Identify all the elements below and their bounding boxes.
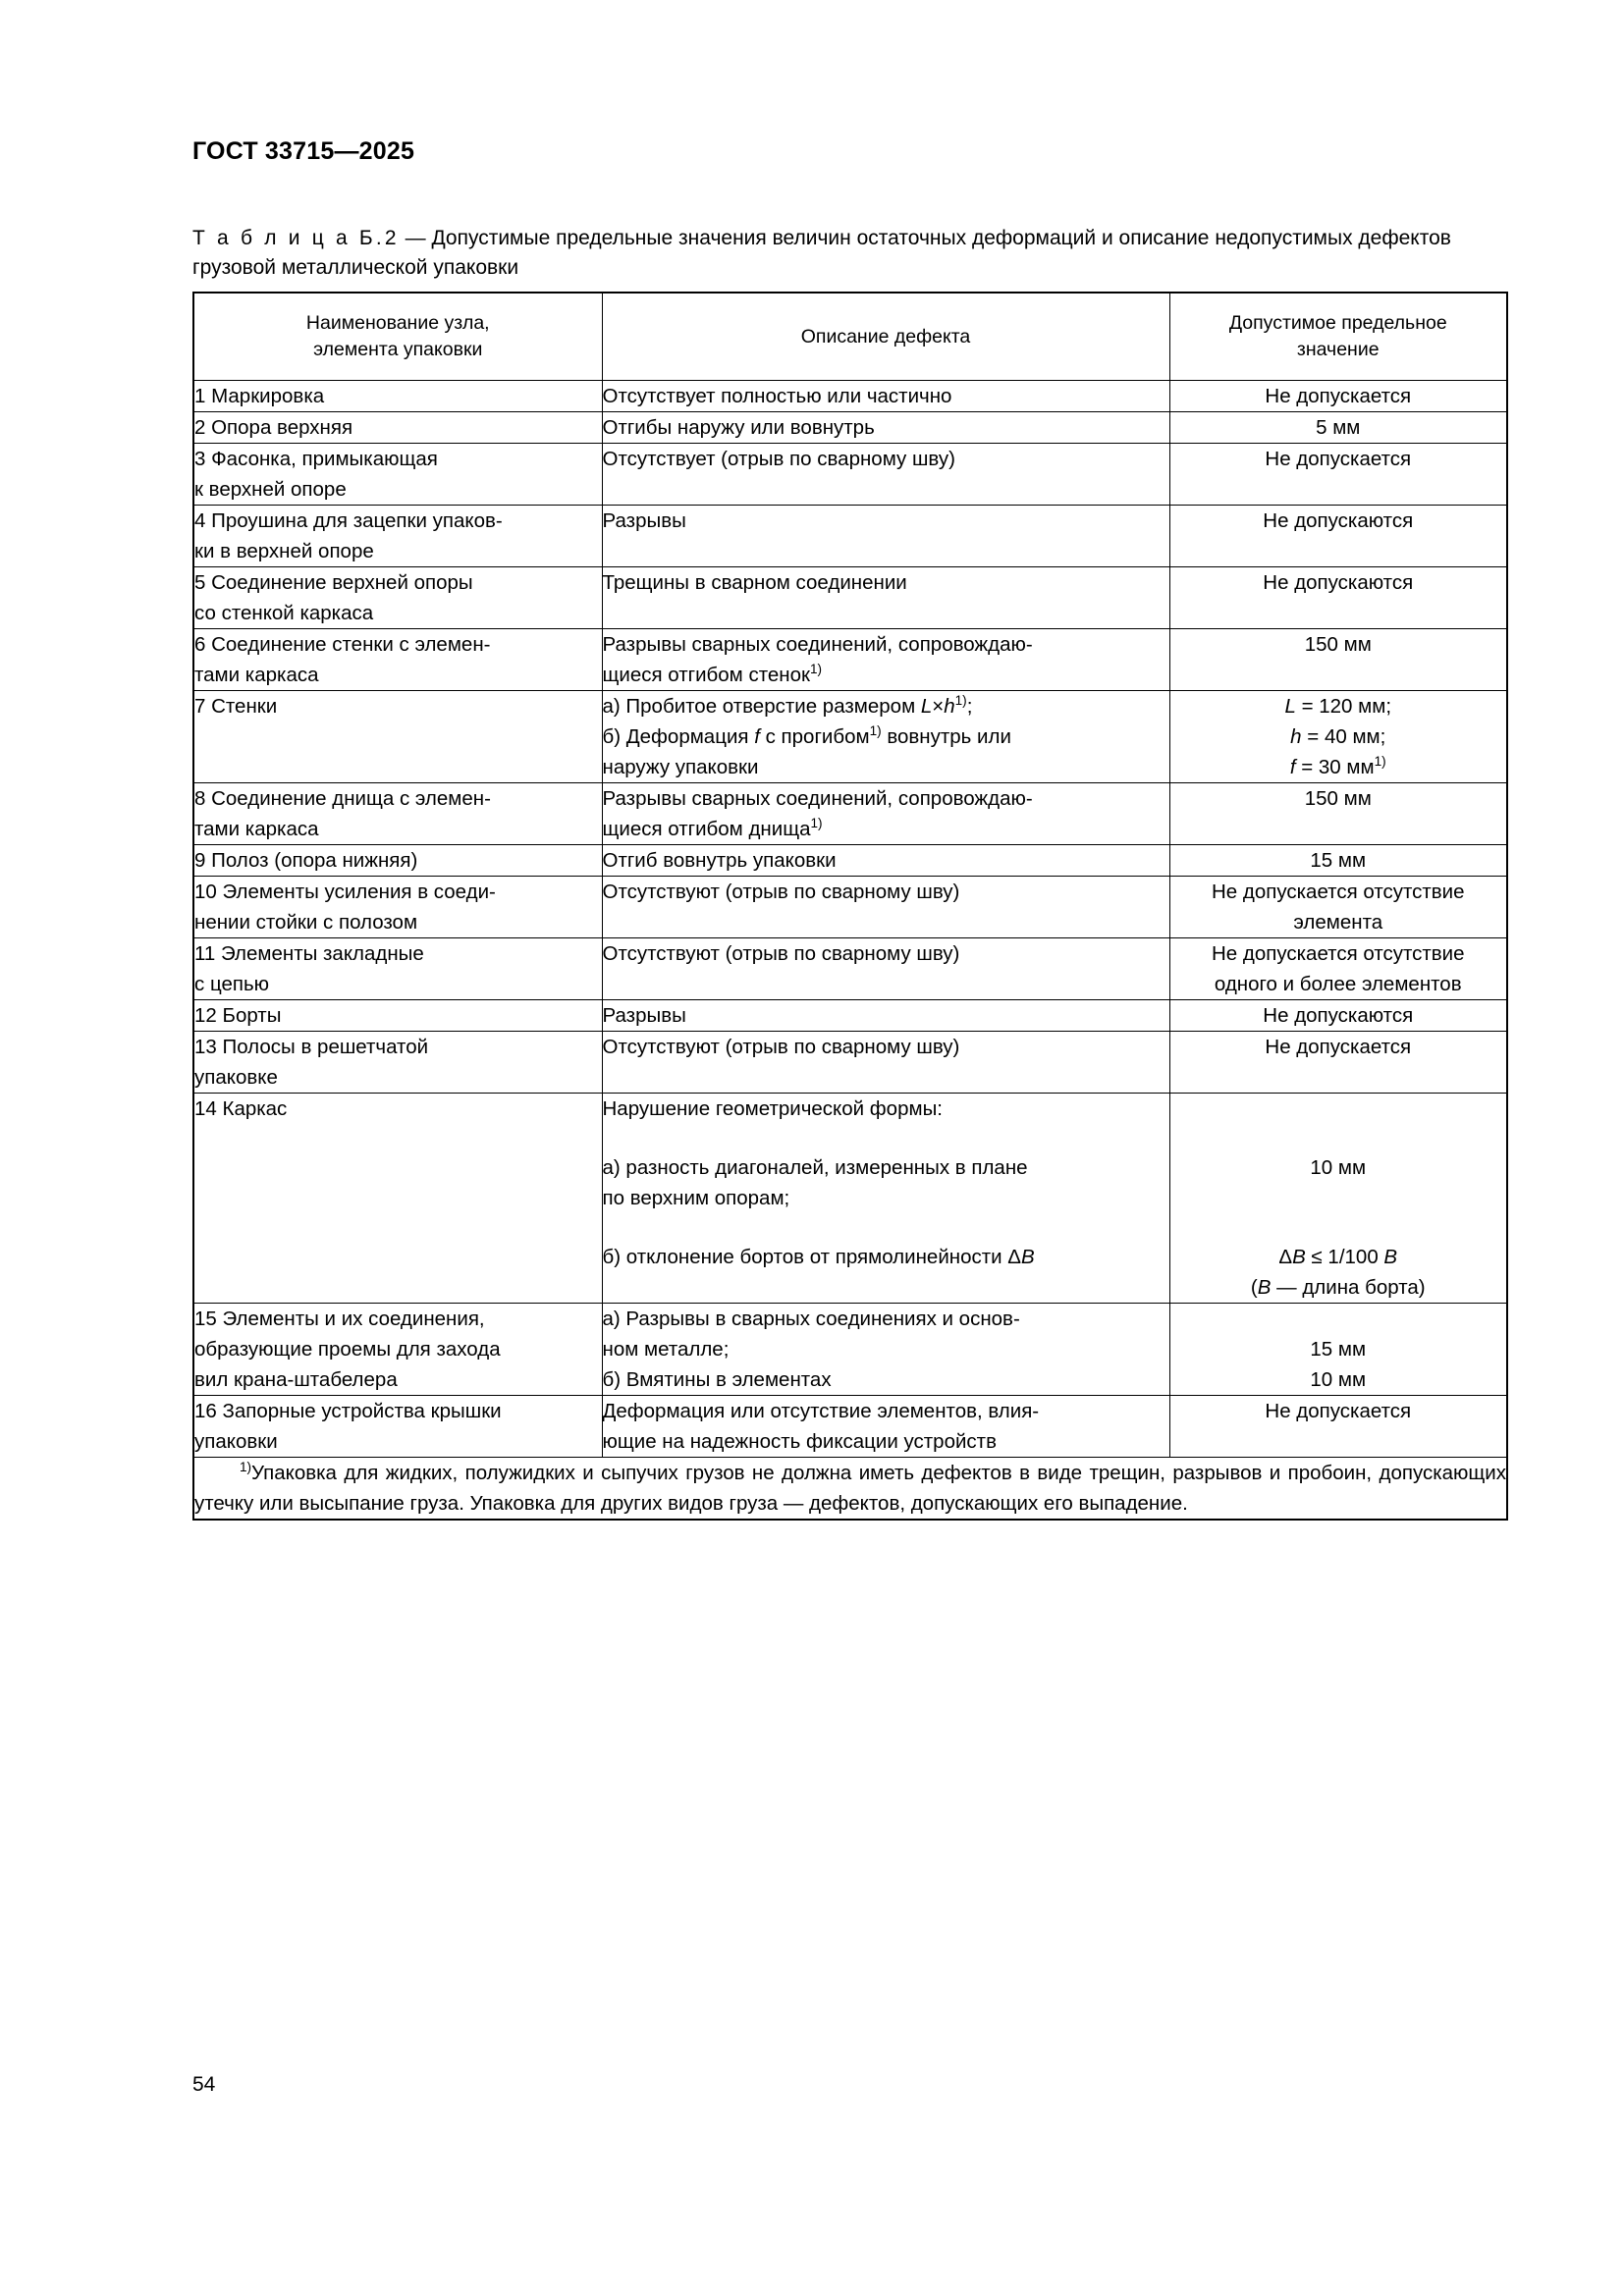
cell-node-name [193, 877, 602, 938]
column-header-node-name-line1: Наименование узла, [305, 312, 490, 334]
cell-text-line: Отсутствуют (отрыв по сварному шву) [602, 942, 960, 965]
cell-node-name [193, 567, 602, 629]
column-header-defect-description-line1: Описание дефекта [800, 325, 971, 347]
column-header-defect-description [602, 293, 1169, 381]
cell-text-fragment: × [932, 695, 945, 718]
cell-allowable-limit [1169, 783, 1507, 845]
cell-allowable-limit [1169, 506, 1507, 567]
running-head: ГОСТ 33715—2025 [192, 137, 415, 165]
cell-text-line: 14 Каркас [194, 1097, 288, 1120]
cell-text-line: Не допускается [1265, 385, 1412, 407]
cell-text-line: 8 Соединение днища с элемен- [194, 787, 491, 810]
cell-text-fragment: = 40 мм; [1301, 725, 1386, 748]
cell-text-line: 2 Опора верхняя [194, 416, 353, 439]
cell-text-line: Отсутствует полностью или частично [602, 385, 952, 407]
table-footnote-row [193, 1458, 1507, 1521]
cell-text-line: к верхней опоре [194, 478, 347, 501]
column-header-allowable-limit-line1: Допустимое предельное [1228, 312, 1447, 334]
cell-text-line: Не допускаются [1263, 1004, 1414, 1027]
cell-allowable-limit [1169, 877, 1507, 938]
variable-B: B [1020, 1246, 1035, 1268]
variable-B: B [1383, 1246, 1398, 1268]
cell-defect-description [602, 938, 1169, 1000]
cell-text-line: с цепью [194, 973, 270, 995]
cell-text-fragment: вовнутрь или [881, 725, 1011, 748]
footnote-indent [194, 1462, 240, 1484]
table-row [193, 567, 1507, 629]
cell-defect-description [602, 629, 1169, 691]
cell-defect-description [602, 1094, 1169, 1304]
cell-text-line [603, 660, 1169, 690]
cell-defect-description [602, 381, 1169, 412]
cell-text-line: 15 мм [1310, 849, 1367, 872]
variable-f: f [754, 725, 760, 748]
footnote-ref: 1) [810, 816, 823, 831]
cell-text-line: ющие на надежность фиксации устройств [602, 1430, 997, 1453]
cell-node-name [193, 1000, 602, 1032]
column-header-allowable-limit-line2: значение [1296, 339, 1380, 360]
table-row [193, 1032, 1507, 1094]
variable-h: h [1290, 725, 1302, 748]
cell-defect-description [602, 845, 1169, 877]
cell-text-line: Деформация или отсутствие элементов, влия- [602, 1400, 1040, 1422]
cell-text-line: 7 Стенки [194, 695, 278, 718]
cell-text-line: тами каркаса [194, 664, 319, 686]
table-caption-dash: — [399, 227, 432, 249]
cell-text-line: 4 Проушина для зацепки упаков- [194, 509, 503, 532]
cell-text-line: 10 мм [1310, 1156, 1367, 1179]
cell-text-line: Разрывы сварных соединений, сопровождаю- [602, 787, 1033, 810]
table-row [193, 444, 1507, 506]
cell-defect-description [602, 444, 1169, 506]
table-row [193, 629, 1507, 691]
cell-text-fragment: = 30 мм [1295, 756, 1375, 778]
cell-text-line: ки в верхней опоре [194, 540, 374, 562]
cell-text-fragment: щиеся отгибом днища [602, 818, 811, 840]
cell-text-line: Разрывы [602, 1004, 686, 1027]
cell-text-line: Не допускается [1265, 448, 1412, 470]
cell-text-line: 6 Соединение стенки с элемен- [194, 633, 491, 656]
table-row [193, 938, 1507, 1000]
cell-text-fragment: ( [1250, 1276, 1258, 1299]
cell-node-name [193, 381, 602, 412]
cell-allowable-limit [1169, 938, 1507, 1000]
cell-text-line: 15 мм [1310, 1338, 1367, 1361]
cell-text-line: 5 мм [1316, 416, 1361, 439]
cell-text-line [603, 691, 1169, 721]
cell-defect-description [602, 567, 1169, 629]
cell-text-line: упаковке [194, 1066, 278, 1089]
footnote-ref: 1) [1374, 754, 1386, 770]
footnote-marker: 1) [240, 1460, 252, 1475]
cell-text-fragment: с прогибом [759, 725, 870, 748]
cell-node-name [193, 1396, 602, 1458]
cell-text-line: Отсутствует (отрыв по сварному шву) [602, 448, 955, 470]
cell-allowable-limit [1169, 1032, 1507, 1094]
cell-text-line [1170, 1242, 1507, 1272]
cell-defect-description [602, 691, 1169, 783]
table-row [193, 877, 1507, 938]
cell-node-name [193, 1094, 602, 1304]
cell-text-fragment: а) Пробитое отверстие размером [602, 695, 921, 718]
table-header-row [193, 293, 1507, 381]
cell-allowable-limit [1169, 1094, 1507, 1304]
cell-text-line: наружу упаковки [602, 756, 759, 778]
variable-B: B [1257, 1276, 1272, 1299]
cell-text-fragment: = 120 мм; [1295, 695, 1392, 718]
cell-defect-description [602, 1032, 1169, 1094]
cell-text-line: тами каркаса [194, 818, 319, 840]
cell-text-line: упаковки [194, 1430, 278, 1453]
cell-text-fragment: б) отклонение бортов от прямолинейности Δ [602, 1246, 1021, 1268]
cell-text-line: Отсутствуют (отрыв по сварному шву) [602, 881, 960, 903]
cell-defect-description [602, 877, 1169, 938]
footnote-ref: 1) [954, 693, 967, 709]
cell-text-line: а) Разрывы в сварных соединениях и основ- [602, 1308, 1020, 1330]
cell-text-line [1170, 721, 1507, 752]
cell-allowable-limit [1169, 1304, 1507, 1396]
cell-text-line: Нарушение геометрической формы: [602, 1097, 943, 1120]
variable-h: h [944, 695, 955, 718]
cell-text-line: 10 мм [1310, 1368, 1367, 1391]
cell-allowable-limit [1169, 381, 1507, 412]
table-row [193, 412, 1507, 444]
cell-text-line [603, 1242, 1169, 1272]
cell-text-line [1170, 691, 1507, 721]
cell-defect-description [602, 1000, 1169, 1032]
cell-text-line: 150 мм [1304, 633, 1372, 656]
cell-node-name [193, 444, 602, 506]
table-row [193, 1000, 1507, 1032]
cell-text-line [603, 721, 1169, 752]
cell-node-name [193, 938, 602, 1000]
cell-text-line: Не допускается отсутствие [1211, 942, 1465, 965]
cell-text-line: образующие проемы для захода [194, 1338, 501, 1361]
cell-text-line: 11 Элементы закладные [194, 942, 424, 965]
cell-text-line: Разрывы [602, 509, 686, 532]
cell-node-name [193, 691, 602, 783]
cell-allowable-limit [1169, 629, 1507, 691]
variable-L: L [1284, 695, 1296, 718]
cell-node-name [193, 1032, 602, 1094]
cell-text-line: Трещины в сварном соединении [602, 571, 907, 594]
cell-text-line: а) разность диагоналей, измеренных в плане [602, 1156, 1028, 1179]
cell-text-line: нении стойки с полозом [194, 911, 418, 934]
cell-text-fragment: ≤ 1/100 [1305, 1246, 1384, 1268]
cell-text-line: элемента [1293, 911, 1383, 934]
cell-text-line: Не допускается [1265, 1036, 1412, 1058]
cell-text-fragment: — длина борта) [1271, 1276, 1426, 1299]
cell-text-line: Отсутствуют (отрыв по сварному шву) [602, 1036, 960, 1058]
table-footnote [193, 1458, 1507, 1521]
cell-text-line: Разрывы сварных соединений, сопровождаю- [602, 633, 1033, 656]
cell-text-line: 12 Борты [194, 1004, 282, 1027]
variable-f: f [1289, 756, 1296, 778]
cell-node-name [193, 629, 602, 691]
cell-text-fragment: Δ [1278, 1246, 1293, 1268]
cell-text-line [603, 814, 1169, 844]
cell-text-line: 150 мм [1304, 787, 1372, 810]
cell-text-line: ном металле; [602, 1338, 730, 1361]
page-number: 54 [192, 2073, 216, 2096]
cell-text-fragment: ; [966, 695, 973, 718]
cell-text-line: по верхним опорам; [602, 1187, 790, 1209]
footnote-ref: 1) [869, 723, 882, 739]
cell-defect-description [602, 1396, 1169, 1458]
table-row [193, 783, 1507, 845]
cell-text-line: 10 Элементы усиления в соеди- [194, 881, 496, 903]
table-row [193, 691, 1507, 783]
cell-text-line: б) Вмятины в элементах [602, 1368, 832, 1391]
cell-text-line: 13 Полосы в решетчатой [194, 1036, 429, 1058]
cell-text-line: 9 Полоз (опора нижняя) [194, 849, 418, 872]
cell-text-line: Не допускаются [1263, 571, 1414, 594]
table-caption-label: Т а б л и ц а Б.2 [192, 227, 400, 249]
cell-allowable-limit [1169, 845, 1507, 877]
table-caption-text: Допустимые предельные значения величин остаточных деформаций и описание недопустимых дефектов грузовой металлической упаковки [192, 227, 1451, 279]
cell-text-line: 16 Запорные устройства крышки [194, 1400, 502, 1422]
cell-node-name [193, 783, 602, 845]
cell-text-line: Отгиб вовнутрь упаковки [602, 849, 837, 872]
variable-B: B [1292, 1246, 1306, 1268]
cell-text-line: 5 Соединение верхней опоры [194, 571, 473, 594]
cell-defect-description [602, 412, 1169, 444]
cell-text-line [1170, 1272, 1507, 1303]
defects-table [192, 292, 1508, 1521]
cell-allowable-limit [1169, 567, 1507, 629]
cell-text-line: вил крана-штабелера [194, 1368, 398, 1391]
cell-text-fragment: б) Деформация [602, 725, 755, 748]
table-row [193, 845, 1507, 877]
table-row [193, 506, 1507, 567]
cell-text-line: со стенкой каркаса [194, 602, 374, 624]
cell-defect-description [602, 1304, 1169, 1396]
table-row [193, 1396, 1507, 1458]
cell-node-name [193, 506, 602, 567]
table-row [193, 1094, 1507, 1304]
column-header-allowable-limit [1169, 293, 1507, 381]
table-row [193, 1304, 1507, 1396]
table-caption [192, 224, 1506, 283]
variable-L: L [920, 695, 933, 718]
footnote-text: Упаковка для жидких, полужидких и сыпучих грузов не должна иметь дефектов в виде трещин, разрывов и пробоин, допускающих утечку или высыпание груза. Упаковка для других видов груза — дефектов, допускающих его выпадение. [194, 1462, 1506, 1515]
cell-text-line: Не допускаются [1263, 509, 1414, 532]
table-row [193, 381, 1507, 412]
cell-text-line: Не допускается отсутствие [1211, 881, 1465, 903]
cell-text-line: одного и более элементов [1214, 973, 1462, 995]
footnote-ref: 1) [809, 662, 822, 677]
cell-defect-description [602, 506, 1169, 567]
cell-allowable-limit [1169, 1396, 1507, 1458]
cell-text-line: 15 Элементы и их соединения, [194, 1308, 485, 1330]
cell-text-line [1170, 752, 1507, 782]
cell-node-name [193, 1304, 602, 1396]
cell-text-line: Отгибы наружу или вовнутрь [602, 416, 875, 439]
cell-defect-description [602, 783, 1169, 845]
cell-node-name [193, 845, 602, 877]
cell-allowable-limit [1169, 444, 1507, 506]
column-header-node-name-line2: элемента упаковки [313, 339, 483, 360]
cell-allowable-limit [1169, 412, 1507, 444]
column-header-node-name [193, 293, 602, 381]
cell-allowable-limit [1169, 1000, 1507, 1032]
cell-text-line: Не допускается [1265, 1400, 1412, 1422]
cell-text-line: 3 Фасонка, примыкающая [194, 448, 438, 470]
cell-allowable-limit [1169, 691, 1507, 783]
cell-text-fragment: щиеся отгибом стенок [602, 664, 810, 686]
cell-node-name [193, 412, 602, 444]
cell-text-line: 1 Маркировка [194, 385, 325, 407]
